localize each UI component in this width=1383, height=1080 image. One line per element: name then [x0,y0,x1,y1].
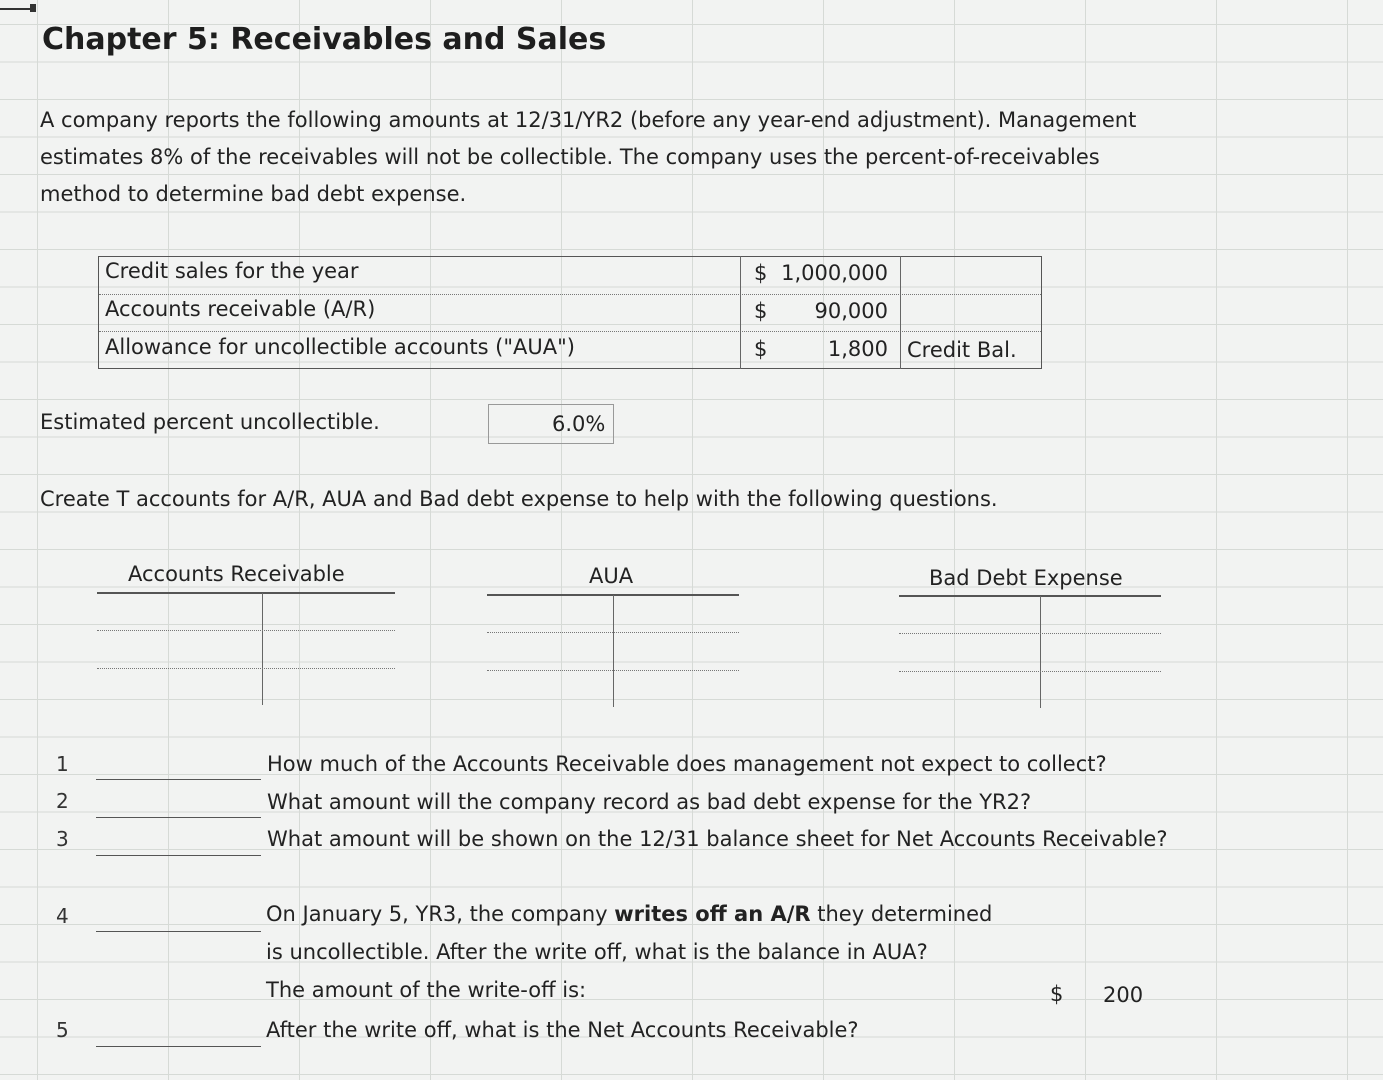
table-row-label[interactable]: Allowance for uncollectible accounts ("AUA") [105,335,575,359]
t-account-label-bde: Bad Debt Expense [929,566,1123,590]
writeoff-currency[interactable]: $ [1050,982,1064,1006]
question-number: 3 [56,827,69,851]
intro-line-3: method to determine bad debt expense. [40,182,467,206]
t-account-grid [97,630,395,631]
question-number: 2 [56,789,69,813]
t-account-stem-bde [1040,596,1041,708]
q4-line-2: is uncollectible. After the write off, what is the balance in AUA? [266,940,928,964]
answer-line[interactable] [96,817,261,818]
table-row-amount[interactable]: 90,000 [814,299,888,323]
q4-line-1-pre: On January 5, YR3, the company [266,902,615,926]
answer-line[interactable] [96,1046,261,1047]
q4-line-1 [266,902,992,926]
question-number: 1 [56,752,69,776]
t-account-grid [487,670,739,671]
t-accounts-instruction: Create T accounts for A/R, AUA and Bad debt expense to help with the following questions. [40,487,998,511]
answer-line[interactable] [96,855,261,856]
table-col-divider [740,256,741,369]
t-account-label-ar: Accounts Receivable [128,562,345,586]
question-text: How much of the Accounts Receivable does management not expect to collect? [267,752,1107,776]
table-row-label[interactable]: Credit sales for the year [105,259,359,283]
q4-line-3: The amount of the write-off is: [266,978,587,1002]
table-row-currency[interactable]: $ [754,261,768,285]
table-row-amount[interactable]: 1,800 [827,337,888,361]
sheet-corner-mark-tick [30,4,36,12]
t-account-stem-ar [262,593,263,705]
table-row-amount[interactable]: 1,000,000 [781,261,888,285]
question-number: 5 [56,1018,69,1042]
t-account-grid [899,633,1161,634]
t-account-label-aua: AUA [589,564,634,588]
intro-line-2: estimates 8% of the receivables will not be collectible. The company uses the percent-of-receivables [40,145,1100,169]
intro-line-1: A company reports the following amounts at 12/31/YR2 (before any year-end adjustment). Management [40,108,1137,132]
q4-line-1-bold: writes off an A/R [614,902,811,926]
writeoff-amount[interactable]: 200 [1103,983,1144,1007]
t-account-stem-aua [613,595,614,707]
q4-line-1-post: they determined [810,902,993,926]
answer-line[interactable] [96,779,261,780]
page-title: Chapter 5: Receivables and Sales [42,22,607,57]
question-number: 4 [56,904,69,928]
table-row-currency[interactable]: $ [754,299,768,323]
answer-line[interactable] [96,931,261,932]
t-account-grid [97,668,395,669]
t-account-top-ar [97,592,395,594]
table-row-currency[interactable]: $ [754,337,768,361]
table-row-label[interactable]: Accounts receivable (A/R) [105,297,376,321]
question-text: What amount will be shown on the 12/31 balance sheet for Net Accounts Receivable? [267,827,1168,851]
table-row-note[interactable]: Credit Bal. [907,338,1017,362]
t-account-top-bde [899,595,1161,597]
table-col-divider [900,256,901,369]
estimate-label: Estimated percent uncollectible. [40,410,380,434]
t-account-grid [487,632,739,633]
t-account-grid [899,671,1161,672]
question-text: What amount will the company record as bad debt expense for the YR2? [267,790,1032,814]
question-text: After the write off, what is the Net Accounts Receivable? [266,1018,859,1042]
estimate-value[interactable]: 6.0% [552,412,606,436]
